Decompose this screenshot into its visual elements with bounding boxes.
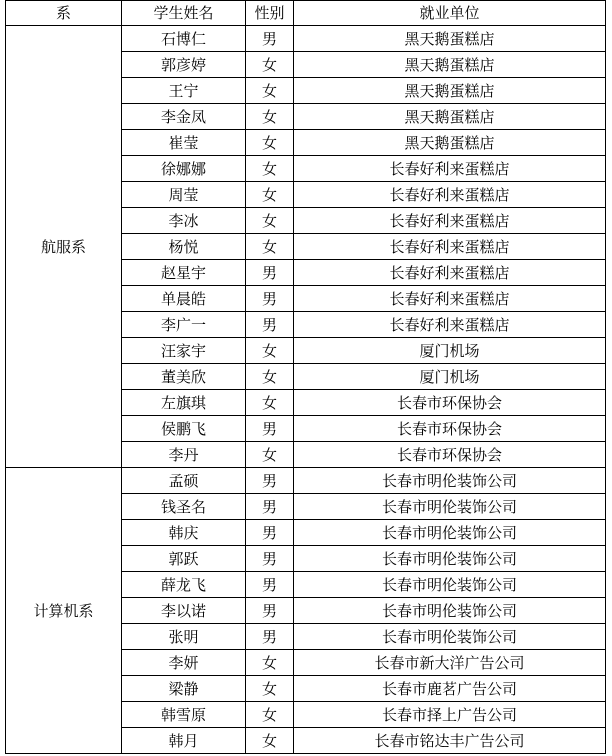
table-row	[6, 26, 606, 52]
employer-cell: 长春好利来蛋糕店	[294, 182, 606, 208]
employer-cell: 长春好利来蛋糕店	[294, 234, 606, 260]
employer-cell: 长春市环保协会	[294, 416, 606, 442]
employer-cell: 黑天鹅蛋糕店	[294, 130, 606, 156]
gender-cell: 女	[246, 104, 294, 130]
header-gender: 性别	[246, 1, 294, 26]
employer-cell: 长春好利来蛋糕店	[294, 260, 606, 286]
student-name-cell: 李丹	[122, 442, 246, 468]
gender-cell: 女	[246, 234, 294, 260]
student-name-cell: 郭彦婷	[122, 52, 246, 78]
employer-cell: 厦门机场	[294, 338, 606, 364]
gender-cell: 女	[246, 52, 294, 78]
student-name-cell: 李广一	[122, 312, 246, 338]
gender-cell: 男	[246, 468, 294, 494]
employer-cell: 黑天鹅蛋糕店	[294, 78, 606, 104]
student-name-cell: 石博仁	[122, 26, 246, 52]
gender-cell: 女	[246, 390, 294, 416]
student-name-cell: 张明	[122, 624, 246, 650]
employer-cell: 长春市明伦装饰公司	[294, 624, 606, 650]
employer-cell: 长春好利来蛋糕店	[294, 208, 606, 234]
gender-cell: 女	[246, 364, 294, 390]
gender-cell: 女	[246, 156, 294, 182]
employer-cell: 黑天鹅蛋糕店	[294, 52, 606, 78]
gender-cell: 男	[246, 572, 294, 598]
student-name-cell: 侯鹏飞	[122, 416, 246, 442]
employer-cell: 长春市新大洋广告公司	[294, 650, 606, 676]
employer-cell: 长春市环保协会	[294, 442, 606, 468]
student-name-cell: 韩庆	[122, 520, 246, 546]
student-name-cell: 孟硕	[122, 468, 246, 494]
employer-cell: 长春市明伦装饰公司	[294, 520, 606, 546]
gender-cell: 男	[246, 26, 294, 52]
student-name-cell: 董美欣	[122, 364, 246, 390]
gender-cell: 女	[246, 728, 294, 754]
employer-cell: 长春市环保协会	[294, 390, 606, 416]
employer-cell: 长春好利来蛋糕店	[294, 286, 606, 312]
header-student-name: 学生姓名	[122, 1, 246, 26]
employment-table	[5, 0, 606, 754]
student-name-cell: 崔莹	[122, 130, 246, 156]
student-name-cell: 李以诺	[122, 598, 246, 624]
student-name-cell: 梁静	[122, 676, 246, 702]
student-name-cell: 韩雪原	[122, 702, 246, 728]
student-name-cell: 薛龙飞	[122, 572, 246, 598]
student-name-cell: 左旗琪	[122, 390, 246, 416]
student-name-cell: 单晨皓	[122, 286, 246, 312]
gender-cell: 男	[246, 546, 294, 572]
gender-cell: 男	[246, 260, 294, 286]
student-name-cell: 李金凤	[122, 104, 246, 130]
student-name-cell: 杨悦	[122, 234, 246, 260]
table-row	[6, 468, 606, 494]
gender-cell: 女	[246, 130, 294, 156]
gender-cell: 女	[246, 208, 294, 234]
employer-cell: 长春市择上广告公司	[294, 702, 606, 728]
gender-cell: 男	[246, 520, 294, 546]
student-name-cell: 李冰	[122, 208, 246, 234]
employer-cell: 黑天鹅蛋糕店	[294, 26, 606, 52]
student-name-cell: 王宁	[122, 78, 246, 104]
employer-cell: 长春好利来蛋糕店	[294, 156, 606, 182]
student-name-cell: 徐娜娜	[122, 156, 246, 182]
department-cell: 航服系	[6, 26, 122, 468]
header-department: 系	[6, 1, 122, 26]
student-name-cell: 汪家宇	[122, 338, 246, 364]
gender-cell: 女	[246, 78, 294, 104]
gender-cell: 女	[246, 650, 294, 676]
student-name-cell: 赵星宇	[122, 260, 246, 286]
employer-cell: 长春市明伦装饰公司	[294, 598, 606, 624]
employer-cell: 长春市明伦装饰公司	[294, 494, 606, 520]
gender-cell: 男	[246, 312, 294, 338]
employer-cell: 黑天鹅蛋糕店	[294, 104, 606, 130]
gender-cell: 女	[246, 338, 294, 364]
employer-cell: 长春市铭达丰广告公司	[294, 728, 606, 754]
employer-cell: 长春市明伦装饰公司	[294, 468, 606, 494]
department-cell: 计算机系	[6, 468, 122, 754]
gender-cell: 女	[246, 442, 294, 468]
student-name-cell: 韩月	[122, 728, 246, 754]
gender-cell: 男	[246, 598, 294, 624]
table-header-row	[6, 1, 606, 26]
employment-table-body	[6, 1, 606, 754]
gender-cell: 男	[246, 416, 294, 442]
gender-cell: 男	[246, 494, 294, 520]
employer-cell: 长春市鹿茗广告公司	[294, 676, 606, 702]
gender-cell: 男	[246, 624, 294, 650]
employer-cell: 长春好利来蛋糕店	[294, 312, 606, 338]
employer-cell: 厦门机场	[294, 364, 606, 390]
employer-cell: 长春市明伦装饰公司	[294, 546, 606, 572]
header-employer: 就业单位	[294, 1, 606, 26]
employer-cell: 长春市明伦装饰公司	[294, 572, 606, 598]
gender-cell: 女	[246, 676, 294, 702]
student-name-cell: 郭跃	[122, 546, 246, 572]
student-name-cell: 钱圣名	[122, 494, 246, 520]
gender-cell: 男	[246, 286, 294, 312]
student-name-cell: 李妍	[122, 650, 246, 676]
gender-cell: 女	[246, 702, 294, 728]
student-name-cell: 周莹	[122, 182, 246, 208]
gender-cell: 女	[246, 182, 294, 208]
